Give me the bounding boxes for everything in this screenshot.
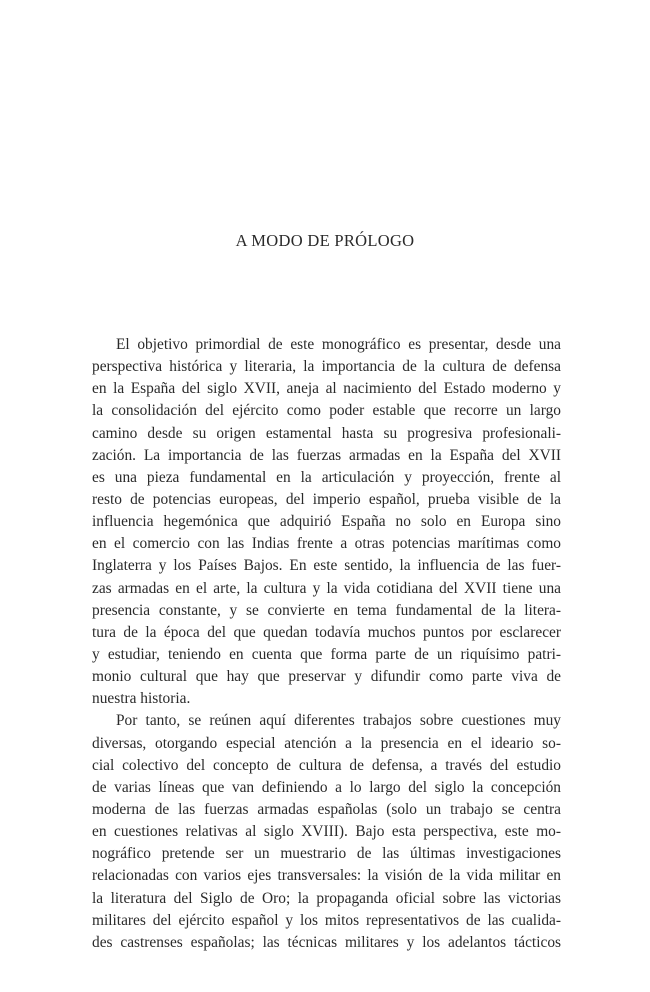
text-line: nuestra historia. — [92, 690, 191, 708]
text-line: en el comercio con las Indias frente a otras potencias marítimas como — [92, 535, 561, 553]
text-line: y estudiar, teniendo en cuenta que forma parte de un riquísimo patri- — [92, 645, 561, 663]
text-line: la consolidación del ejército como poder estable que recorre un largo — [92, 402, 561, 420]
text-line: perspectiva histórica y literaria, la importancia de la cultura de defensa — [92, 358, 561, 376]
text-line: monio cultural que hay que preservar y difundir como parte viva de — [92, 668, 561, 686]
text-line: influencia hegemónica que adquirió España no solo en Europa sino — [92, 513, 561, 531]
text-line: nográfico pretende ser un muestrario de las últimas investigaciones — [92, 845, 561, 863]
text-line: zación. La importancia de las fuerzas armadas en la España del XVII — [92, 446, 561, 464]
chapter-title: A MODO DE PRÓLOGO — [235, 231, 415, 250]
text-line: diversas, otorgando especial atención a la presencia en el ideario so- — [92, 734, 561, 752]
text-line: es una pieza fundamental en la articulación y proyección, frente al — [92, 468, 561, 486]
text-line: camino desde su origen estamental hasta su progresiva profesionali- — [92, 424, 561, 442]
body-text — [92, 334, 561, 954]
text-line: presencia constante, y se convierte en tema fundamental de la litera- — [92, 601, 561, 619]
text-line: moderna de las fuerzas armadas españolas (solo un trabajo se centra — [92, 800, 561, 818]
text-line: militares del ejército español y los mitos representativos de las cualida- — [92, 911, 561, 929]
text-line: la literatura del Siglo de Oro; la propaganda oficial sobre las victorias — [92, 889, 561, 907]
text-line: cial colectivo del concepto de cultura de defensa, a través del estudio — [92, 756, 561, 774]
text-line: El objetivo primordial de este monográfico es presentar, desde una — [116, 336, 561, 353]
text-line: en cuestiones relativas al siglo XVIII). Bajo esta perspectiva, este mo- — [92, 823, 561, 841]
text-line: Por tanto, se reúnen aquí diferentes trabajos sobre cuestiones muy — [116, 712, 561, 730]
text-line: zas armadas en el arte, la cultura y la vida cotidiana del XVII tiene una — [92, 579, 561, 597]
text-line: relacionadas con varios ejes transversales: la visión de la vida militar en — [92, 867, 561, 885]
text-line: en la España del siglo XVII, aneja al nacimiento del Estado moderno y — [92, 380, 561, 398]
paragraph — [92, 334, 561, 710]
text-line: tura de la época del que quedan todavía muchos puntos por esclarecer — [92, 623, 561, 641]
text-line: de varias líneas que van definiendo a lo largo del siglo la concepción — [92, 778, 561, 796]
paragraph — [92, 710, 561, 954]
text-line: Inglaterra y los Países Bajos. En este sentido, la influencia de las fuer- — [92, 557, 561, 575]
text-line: resto de potencias europeas, del imperio español, prueba visible de la — [92, 490, 561, 508]
text-line: des castrenses españolas; las técnicas militares y los adelantos tácticos — [92, 933, 561, 951]
